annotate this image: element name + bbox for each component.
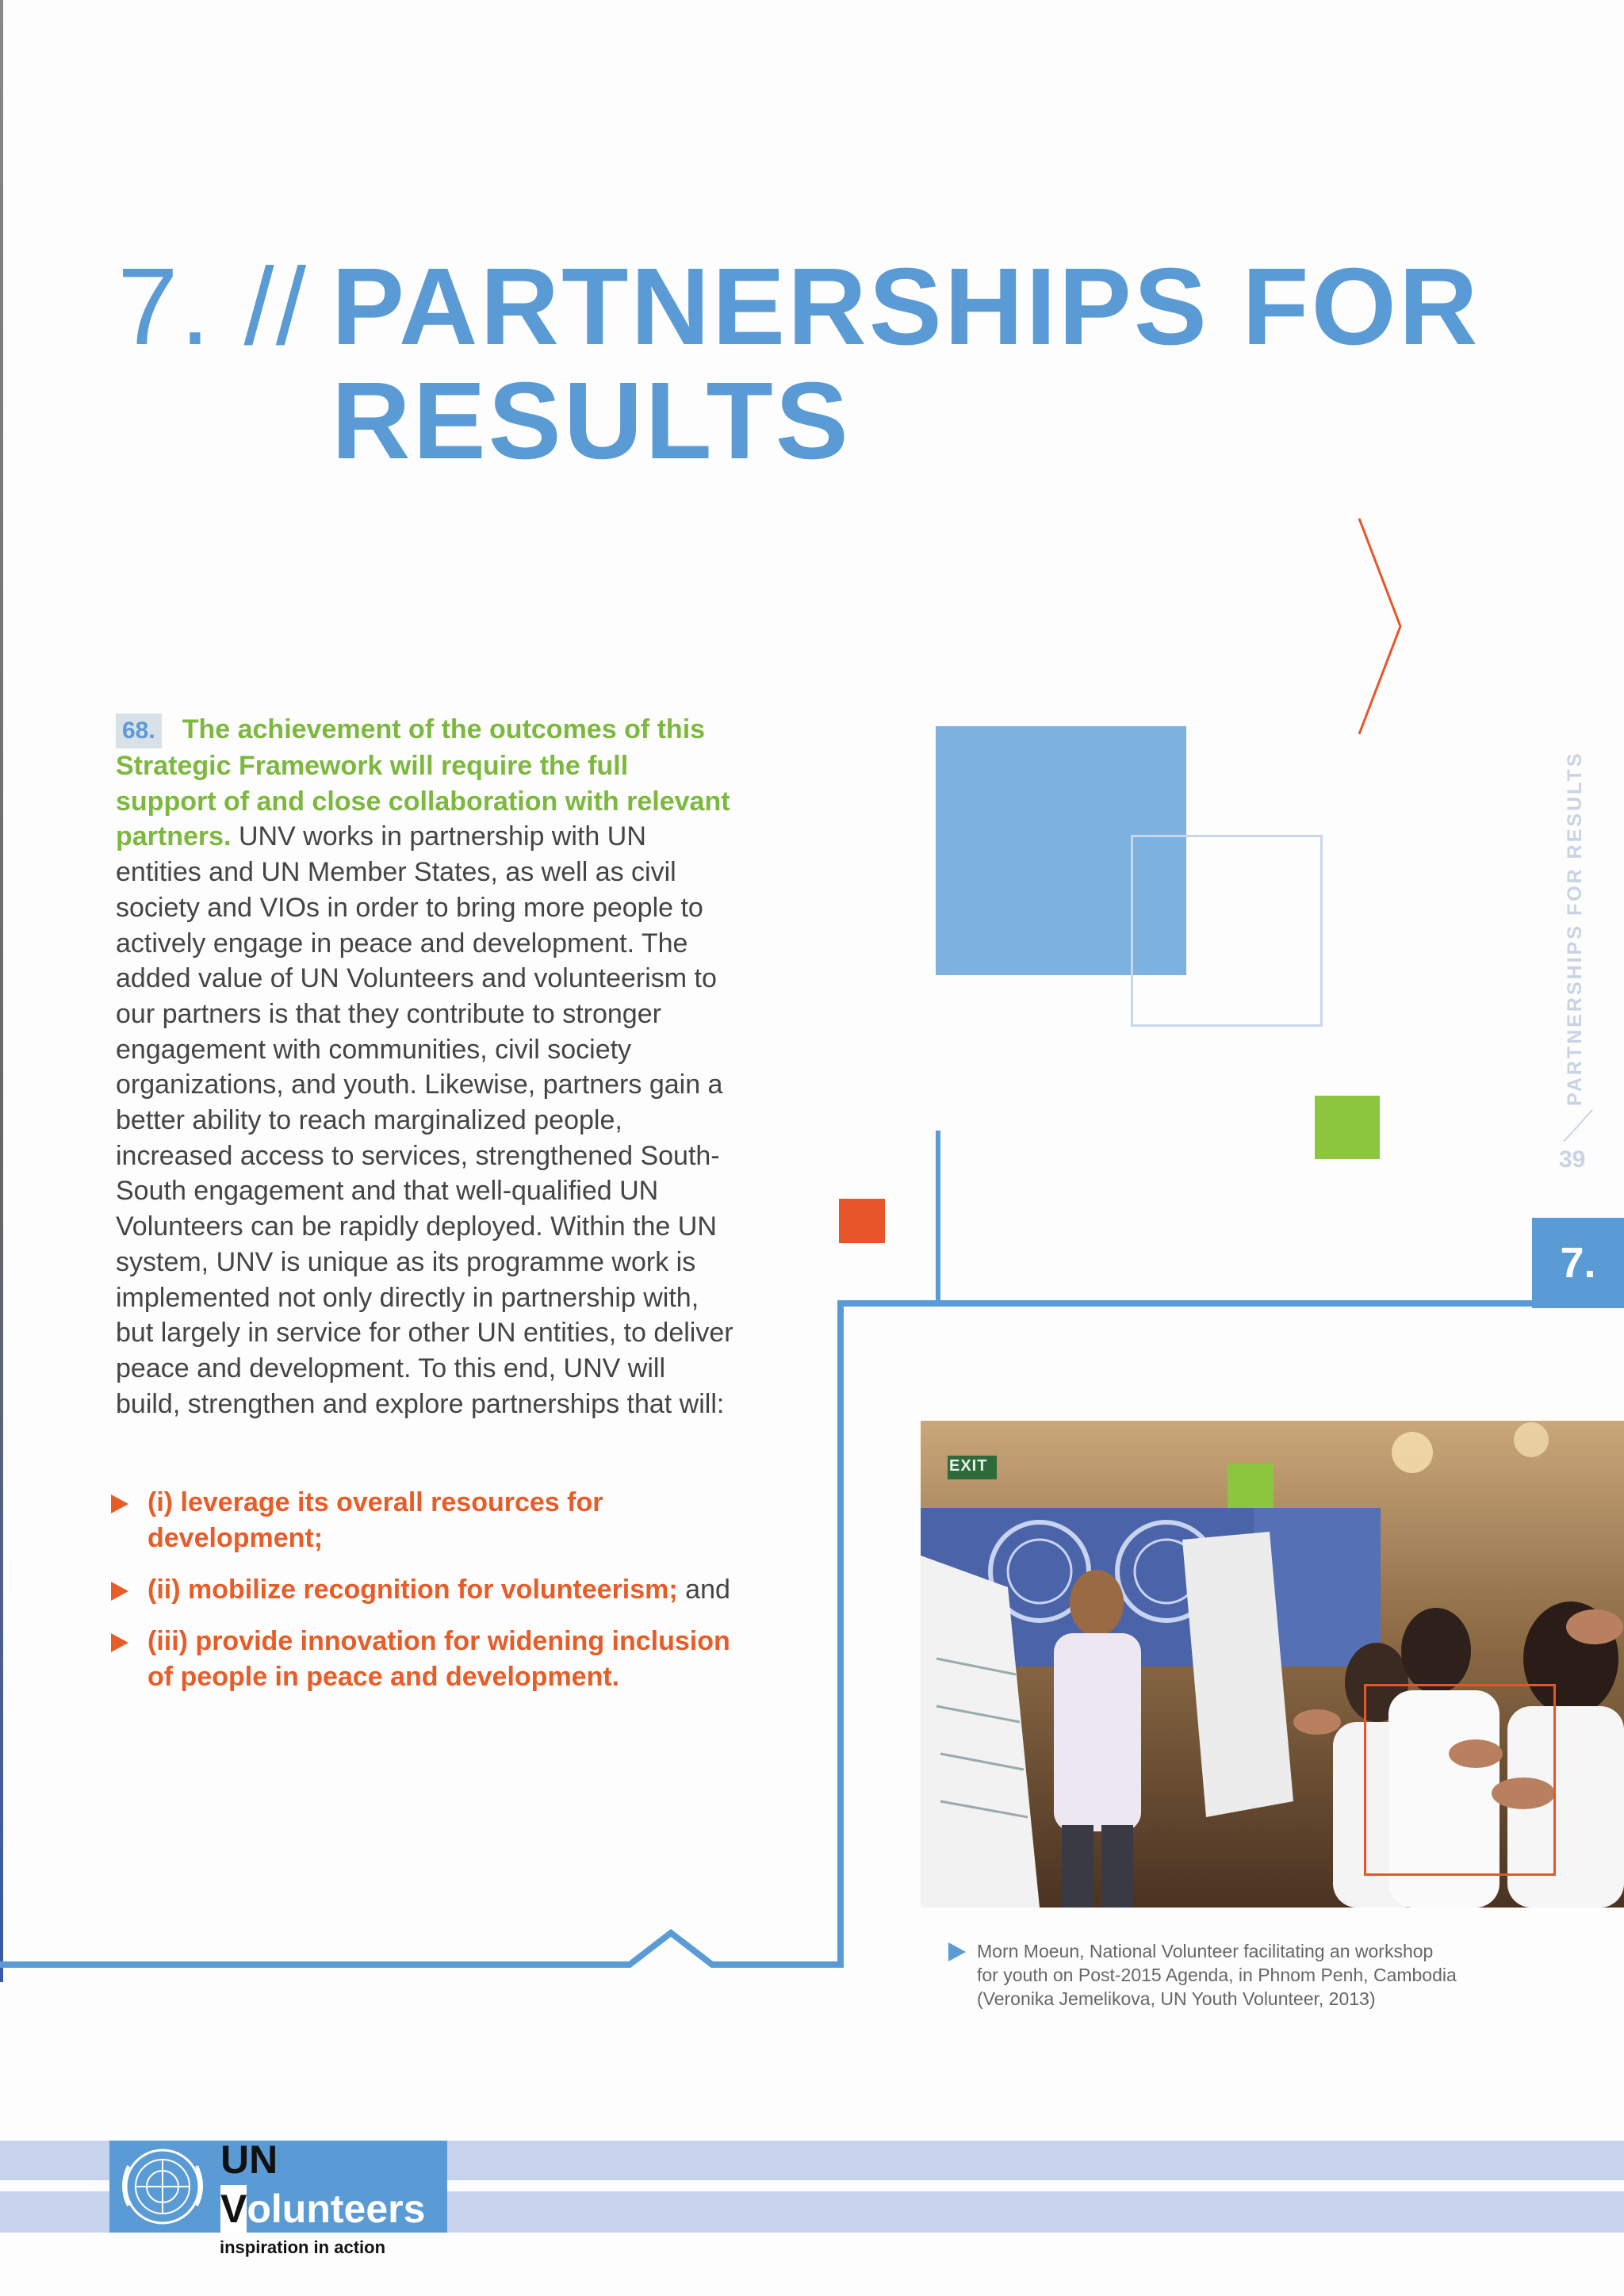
chapter-number: 7. // xyxy=(117,246,308,368)
exit-sign: EXIT xyxy=(949,1457,988,1475)
slash-divider xyxy=(1561,1108,1595,1143)
logo-tagline: inspiration in action xyxy=(220,2237,386,2257)
paragraph-number: 68. xyxy=(116,714,162,748)
orange-outline-square-decoration xyxy=(1364,1684,1556,1876)
bullet-text: (i) leverage its overall resources for development; xyxy=(147,1487,603,1553)
page-number: 39 xyxy=(1559,1146,1586,1173)
bullet-tail: and xyxy=(677,1575,730,1605)
paragraph-lead: The achievement of the outcomes of this Strategic Framework will require the full support of and close collaboration with relevant partners. xyxy=(116,714,730,852)
vertical-line-decoration xyxy=(936,1131,940,1303)
photo-caption xyxy=(948,1939,1503,2011)
triangle-bullet-icon xyxy=(948,1942,966,1961)
outline-square-decoration xyxy=(1131,835,1323,1027)
green-square-decoration xyxy=(1315,1096,1380,1159)
bullet-text: (ii) mobilize recognition for volunteerism; xyxy=(147,1575,678,1605)
green-square-decoration xyxy=(1228,1464,1274,1508)
caption-line: Morn Moeun, National Volunteer facilitating an workshop xyxy=(977,1941,1434,1961)
caption-line: (Veronika Jemelikova, UN Youth Volunteer, 2013) xyxy=(977,1988,1376,2009)
bullet-text: (iii) provide innovation for widening inclusion of people in peace and development. xyxy=(147,1626,730,1692)
paragraph-body: UNV works in partnership with UN entities and UN Member States, as well as civil society and VIOs in order to bring more people to actively engage in peace and development. The added value of UN Volunteers and volunteerism to our partners is that they contribute to stronger engagement with communities, civil society organizations, and youth. Likewise, partners gain a better ability to reach marginalized people, increased access to services, strengthened South-South engagement and that well-qualified UN Volunteers can be rapidly deployed. Within the UN system, UNV is unique as its programme work is implemented not only directly in partnership with, but largely in service for other UN entities, to deliver peace and development. To this end, UNV will build, strengthen and explore partnerships that will: xyxy=(116,821,733,1419)
page-title-line-2: RESULTS xyxy=(331,360,851,482)
un-emblem-icon xyxy=(111,2142,214,2231)
logo-v-letter: V xyxy=(220,2187,247,2231)
side-section-label: PARTNERSHIPS FOR RESULTS xyxy=(1564,751,1586,1106)
logo-un-text: UN xyxy=(220,2137,278,2182)
orange-square-decoration xyxy=(839,1199,885,1243)
page-title-line-1: PARTNERSHIPS FOR xyxy=(331,246,1480,368)
chevron-decoration xyxy=(1348,515,1411,737)
chapter-tab: 7. xyxy=(1532,1218,1624,1308)
logo-olunteers: olunteers xyxy=(247,2187,426,2231)
logo-volunteers-text xyxy=(220,2185,425,2233)
caption-line: for youth on Post-2015 Agenda, in Phnom Penh, Cambodia xyxy=(977,1965,1457,1985)
